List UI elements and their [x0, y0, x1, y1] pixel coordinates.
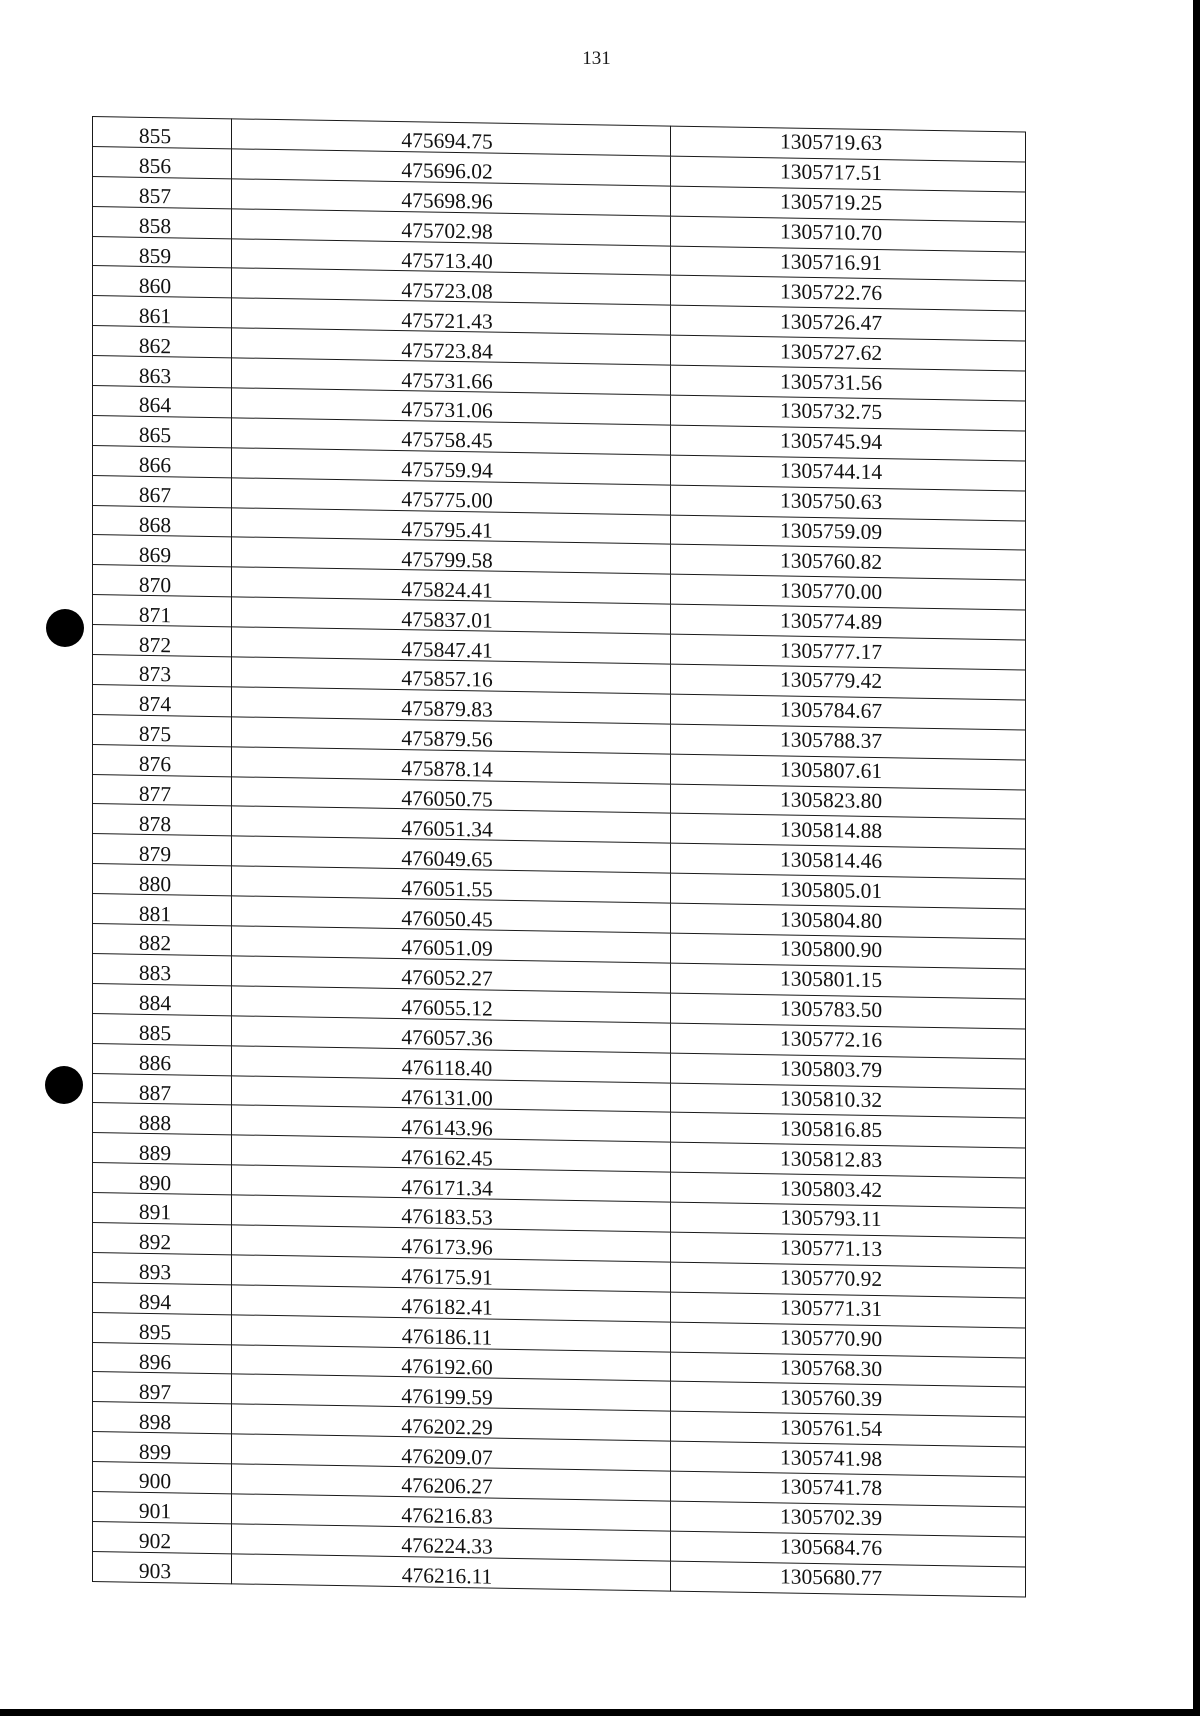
point-number-cell [93, 894, 232, 926]
point-number-cell-text: 863 [138, 363, 172, 388]
point-number-cell-text: 873 [138, 662, 172, 687]
point-number-cell-text: 898 [138, 1409, 172, 1434]
point-number-cell-text: 889 [138, 1140, 172, 1165]
x-coordinate-cell-text: 476051.55 [401, 875, 493, 902]
point-number-cell-text: 867 [138, 482, 172, 508]
point-number-cell-text: 864 [138, 393, 172, 418]
point-number-cell [93, 1013, 232, 1045]
x-coordinate-cell-text: 476192.60 [401, 1354, 493, 1380]
point-number-cell [93, 1222, 232, 1254]
x-coordinate-cell-text: 476199.59 [401, 1383, 493, 1410]
point-number-cell [93, 386, 232, 418]
y-coordinate-cell-text: 1305770.00 [779, 578, 883, 604]
y-coordinate-cell-text: 1305783.50 [779, 996, 883, 1023]
x-coordinate-cell-text: 476057.36 [401, 1025, 493, 1051]
x-coordinate-cell-text: 475795.41 [401, 517, 493, 543]
y-coordinate-cell-text: 1305803.42 [779, 1175, 883, 1202]
point-number-cell-text: 903 [138, 1558, 172, 1584]
y-coordinate-cell-text: 1305759.09 [779, 518, 883, 545]
x-coordinate-cell-text: 476186.11 [401, 1324, 493, 1350]
x-coordinate-cell-text: 475723.84 [401, 337, 493, 364]
point-number-cell [93, 475, 232, 507]
x-coordinate-cell-text: 475696.02 [401, 158, 493, 184]
point-number-cell [93, 1402, 232, 1434]
point-number-cell [93, 1462, 232, 1494]
y-coordinate-cell-text: 1305760.82 [779, 548, 883, 574]
point-number-cell [93, 924, 232, 956]
y-coordinate-cell-text: 1305731.56 [779, 368, 883, 395]
point-number-cell [93, 356, 232, 388]
point-number-cell-text: 877 [138, 781, 172, 807]
y-coordinate-cell-text: 1305768.30 [779, 1355, 883, 1382]
x-coordinate-cell-text: 475694.75 [401, 128, 493, 155]
x-coordinate-cell-text: 476052.27 [401, 965, 493, 991]
point-number-cell [93, 1521, 232, 1553]
y-coordinate-cell-text: 1305803.79 [779, 1056, 883, 1083]
x-coordinate-cell-text: 476051.34 [401, 816, 493, 842]
y-coordinate-cell-text: 1305816.85 [779, 1116, 883, 1142]
y-coordinate-cell-text: 1305770.90 [779, 1325, 883, 1352]
point-number-cell-text: 886 [138, 1050, 172, 1076]
point-number-cell-text: 891 [138, 1200, 172, 1225]
y-coordinate-cell-text: 1305741.78 [779, 1474, 883, 1501]
point-number-cell-text: 902 [138, 1529, 172, 1554]
point-number-cell-text: 860 [138, 273, 172, 299]
point-number-cell-text: 899 [138, 1439, 172, 1464]
y-coordinate-cell-text: 1305779.42 [779, 667, 883, 694]
x-coordinate-cell-text: 475698.96 [401, 188, 493, 214]
point-number-cell-text: 876 [138, 751, 172, 777]
point-number-cell-text: 901 [138, 1499, 172, 1524]
point-number-cell [93, 684, 232, 716]
y-coordinate-cell-text: 1305777.17 [779, 637, 883, 664]
y-coordinate-cell-text: 1305807.61 [779, 757, 883, 784]
x-coordinate-cell-text: 475731.06 [401, 397, 493, 424]
x-coordinate-cell-text: 476209.07 [401, 1443, 493, 1470]
point-number-cell [93, 1073, 232, 1105]
y-coordinate-cell-text: 1305716.91 [779, 249, 883, 276]
point-number-cell-text: 894 [138, 1289, 172, 1315]
point-number-cell [93, 1342, 232, 1374]
point-number-cell-text: 878 [138, 811, 172, 837]
point-number-cell [93, 804, 232, 836]
x-coordinate-cell-text: 475702.98 [401, 218, 493, 244]
point-number-cell [93, 1103, 232, 1135]
point-number-cell [93, 415, 232, 447]
y-coordinate-cell-text: 1305771.31 [779, 1295, 883, 1322]
point-number-cell [93, 505, 232, 537]
point-number-cell-text: 859 [138, 243, 172, 269]
point-number-cell-text: 881 [138, 901, 172, 926]
y-coordinate-cell-text: 1305772.16 [779, 1026, 883, 1053]
point-number-cell-text: 868 [138, 512, 172, 538]
y-coordinate-cell-text: 1305745.94 [779, 428, 883, 455]
point-number-cell-text: 880 [138, 871, 172, 896]
y-coordinate-cell-text: 1305810.32 [779, 1086, 883, 1112]
point-number-cell-text: 900 [138, 1469, 172, 1494]
point-number-cell [93, 326, 232, 358]
point-number-cell-text: 887 [138, 1080, 172, 1106]
y-coordinate-cell-text: 1305770.92 [779, 1265, 883, 1292]
y-coordinate-cell [671, 1561, 1026, 1597]
point-number-cell [93, 266, 232, 298]
point-number-cell [93, 236, 232, 268]
point-number-cell [93, 206, 232, 238]
coordinates-table-body [93, 117, 1026, 1597]
point-number-cell [93, 445, 232, 477]
y-coordinate-cell-text: 1305804.80 [779, 906, 883, 933]
y-coordinate-cell-text: 1305823.80 [779, 787, 883, 814]
point-number-cell [93, 834, 232, 866]
point-number-cell-text: 895 [138, 1319, 172, 1345]
point-number-cell [93, 655, 232, 687]
punch-hole [45, 1066, 83, 1104]
point-number-cell-text: 884 [138, 990, 172, 1016]
point-number-cell [93, 625, 232, 657]
y-coordinate-cell-text: 1305812.83 [779, 1146, 883, 1172]
y-coordinate-cell-text: 1305814.88 [779, 817, 883, 843]
point-number-cell-text: 855 [138, 124, 172, 149]
point-number-cell [93, 774, 232, 806]
x-coordinate-cell-text: 476162.45 [401, 1144, 493, 1171]
point-number-cell [93, 1193, 232, 1225]
y-coordinate-cell-text: 1305771.13 [779, 1235, 883, 1262]
y-coordinate-cell-text: 1305726.47 [779, 309, 883, 335]
coordinates-table [92, 116, 1026, 1597]
x-coordinate-cell-text: 476175.91 [401, 1264, 493, 1290]
y-coordinate-cell-text: 1305761.54 [779, 1415, 883, 1441]
point-number-cell-text: 866 [138, 452, 172, 478]
point-number-cell [93, 1312, 232, 1344]
point-number-cell [93, 1043, 232, 1075]
y-coordinate-cell-text: 1305732.75 [779, 398, 883, 425]
point-number-cell-text: 888 [138, 1110, 172, 1136]
x-coordinate-cell-text: 475775.00 [401, 487, 493, 513]
y-coordinate-cell-text: 1305684.76 [779, 1534, 883, 1561]
x-coordinate-cell-text: 476216.83 [401, 1503, 493, 1530]
point-number-cell [93, 595, 232, 627]
point-number-cell-text: 858 [138, 213, 172, 239]
x-coordinate-cell-text: 475837.01 [401, 606, 493, 633]
x-coordinate-cell-text: 476118.40 [401, 1055, 493, 1081]
point-number-cell-text: 857 [138, 183, 172, 209]
y-coordinate-cell-text: 1305719.25 [779, 189, 883, 216]
y-coordinate-cell-text: 1305760.39 [779, 1385, 883, 1411]
point-number-cell-text: 890 [138, 1170, 172, 1195]
x-coordinate-cell-text: 475721.43 [401, 307, 493, 334]
y-coordinate-cell-text: 1305741.98 [779, 1444, 883, 1471]
point-number-cell-text: 897 [138, 1379, 172, 1405]
point-number-cell [93, 1551, 232, 1583]
x-coordinate-cell-text: 476055.12 [401, 995, 493, 1021]
x-coordinate-cell-text: 475824.41 [401, 576, 493, 603]
y-coordinate-cell-text: 1305784.67 [779, 697, 883, 724]
punch-hole [46, 609, 84, 647]
point-number-cell-text: 892 [138, 1230, 172, 1255]
y-coordinate-cell-text: 1305750.63 [779, 488, 883, 515]
point-number-cell-text: 896 [138, 1349, 172, 1375]
point-number-cell-text: 893 [138, 1260, 172, 1285]
y-coordinate-cell-text: 1305788.37 [779, 727, 883, 754]
point-number-cell-text: 869 [138, 542, 172, 568]
point-number-cell-text: 872 [138, 632, 172, 657]
y-coordinate-cell-text: 1305717.51 [779, 159, 883, 186]
point-number-cell [93, 953, 232, 985]
y-coordinate-cell-text: 1305801.15 [779, 966, 883, 993]
x-coordinate-cell-text: 476131.00 [401, 1085, 493, 1111]
y-coordinate-cell-text: 1305719.63 [779, 129, 883, 156]
x-coordinate-cell-text: 476182.41 [401, 1294, 493, 1320]
point-number-cell-text: 883 [138, 961, 172, 986]
x-coordinate-cell-text: 476050.75 [401, 786, 493, 812]
x-coordinate-cell-text: 476143.96 [401, 1114, 493, 1141]
point-number-cell-text: 875 [138, 721, 172, 747]
point-number-cell [93, 176, 232, 208]
x-coordinate-cell-text: 475723.08 [401, 277, 493, 304]
point-number-cell [93, 1163, 232, 1195]
point-number-cell-text: 882 [138, 931, 172, 956]
point-number-cell [93, 117, 232, 149]
x-coordinate-cell-text: 476050.45 [401, 905, 493, 932]
x-coordinate-cell-text: 475878.14 [401, 756, 493, 782]
point-number-cell-text: 870 [138, 572, 172, 598]
y-coordinate-cell-text: 1305710.70 [779, 219, 883, 246]
y-coordinate-cell-text: 1305793.11 [780, 1205, 882, 1232]
point-number-cell-text: 871 [138, 602, 172, 627]
point-number-cell [93, 1432, 232, 1464]
x-coordinate-cell-text: 475799.58 [401, 546, 493, 573]
x-coordinate-cell-text: 476049.65 [401, 845, 493, 872]
y-coordinate-cell-text: 1305722.76 [779, 279, 883, 305]
x-coordinate-cell-text: 475759.94 [401, 457, 493, 483]
point-number-cell [93, 1282, 232, 1314]
y-coordinate-cell-text: 1305680.77 [779, 1564, 883, 1591]
y-coordinate-cell-text: 1305774.89 [779, 608, 883, 634]
point-number-cell [93, 983, 232, 1015]
point-number-cell [93, 714, 232, 746]
y-coordinate-cell-text: 1305800.90 [779, 936, 883, 963]
x-coordinate-cell-text: 476173.96 [401, 1234, 493, 1260]
point-number-cell-text: 874 [138, 692, 172, 717]
point-number-cell-text: 879 [138, 841, 172, 867]
y-coordinate-cell-text: 1305814.46 [779, 847, 883, 873]
point-number-cell [93, 1372, 232, 1404]
point-number-cell [93, 565, 232, 597]
point-number-cell [93, 535, 232, 567]
x-coordinate-cell-text: 475758.45 [401, 427, 493, 453]
x-coordinate-cell-text: 475879.56 [401, 726, 493, 752]
y-coordinate-cell-text: 1305805.01 [779, 877, 883, 903]
y-coordinate-cell-text: 1305702.39 [779, 1504, 883, 1531]
point-number-cell-text: 856 [138, 154, 172, 179]
point-number-cell-text: 885 [138, 1020, 172, 1046]
point-number-cell [93, 1491, 232, 1523]
x-coordinate-cell-text: 475713.40 [401, 248, 493, 274]
point-number-cell [93, 146, 232, 178]
x-coordinate-cell-text: 475857.16 [401, 666, 493, 693]
x-coordinate-cell-text: 475731.66 [401, 367, 493, 394]
page-number: 131 [582, 48, 611, 69]
x-coordinate-cell-text: 475847.41 [401, 636, 493, 663]
x-coordinate-cell-text: 476224.33 [401, 1533, 493, 1559]
x-coordinate-cell [232, 1554, 671, 1591]
point-number-cell [93, 744, 232, 776]
point-number-cell [93, 1252, 232, 1284]
x-coordinate-cell-text: 475879.83 [401, 696, 493, 722]
point-number-cell-text: 865 [138, 423, 172, 448]
x-coordinate-cell-text: 476206.27 [401, 1473, 493, 1500]
y-coordinate-cell-text: 1305727.62 [779, 339, 883, 365]
point-number-cell [93, 296, 232, 328]
point-number-cell [93, 1133, 232, 1165]
x-coordinate-cell-text: 476183.53 [401, 1204, 493, 1231]
point-number-cell-text: 862 [138, 333, 172, 358]
x-coordinate-cell-text: 476171.34 [401, 1174, 493, 1201]
x-coordinate-cell-text: 476202.29 [401, 1413, 493, 1440]
x-coordinate-cell-text: 476216.11 [401, 1563, 493, 1589]
point-number-cell-text: 861 [138, 303, 172, 329]
point-number-cell [93, 864, 232, 896]
y-coordinate-cell-text: 1305744.14 [779, 458, 883, 485]
x-coordinate-cell-text: 476051.09 [401, 935, 493, 962]
